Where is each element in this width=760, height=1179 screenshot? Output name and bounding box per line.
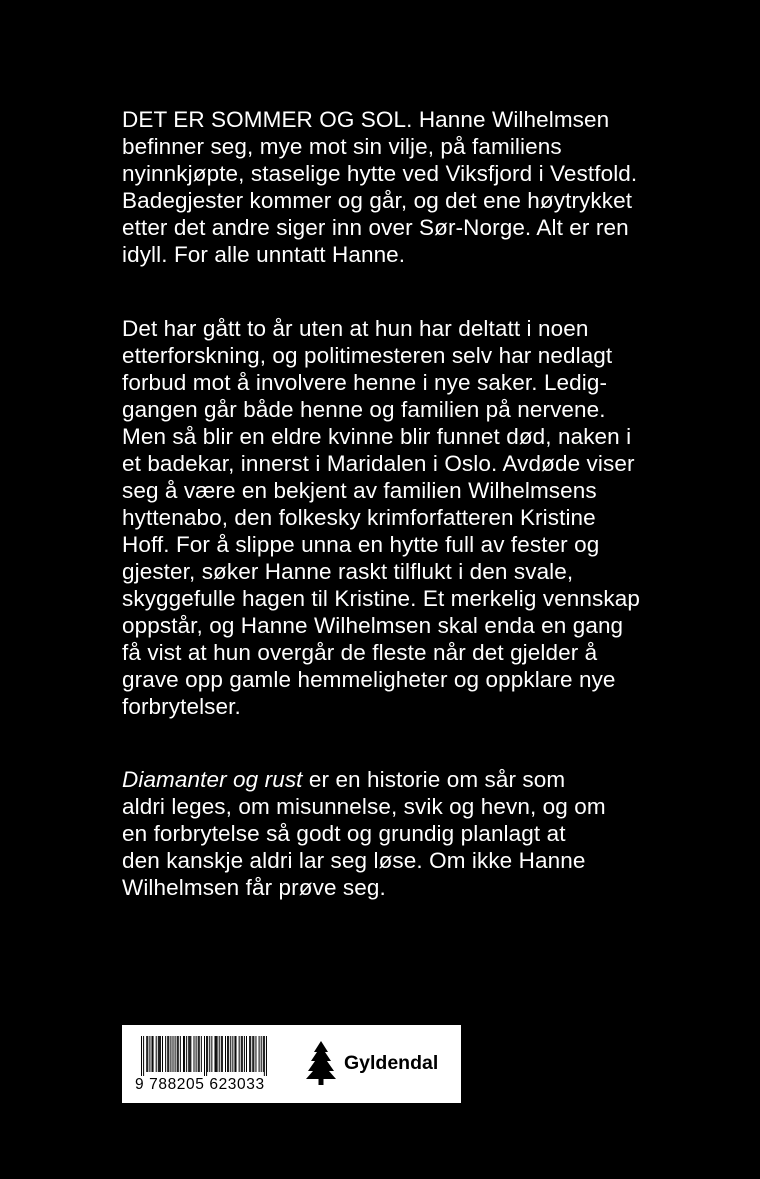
barcode-panel: [122, 1025, 461, 1103]
blurb-line: [122, 766, 722, 793]
barcode-bar: [156, 1036, 157, 1072]
barcode-bar: [206, 1036, 207, 1076]
barcode-bar: [168, 1036, 169, 1072]
barcode-bar: [180, 1036, 181, 1072]
isbn-number: 9 788205 623033: [135, 1076, 265, 1093]
barcode-bar: [230, 1036, 231, 1072]
barcode-bar: [259, 1036, 260, 1072]
barcode-bar: [199, 1036, 200, 1072]
blurb-line: skyggefulle hagen til Kristine. Et merkelig vennskap: [122, 586, 640, 611]
barcode-bar: [194, 1036, 195, 1072]
barcode-bar: [266, 1036, 267, 1076]
barcode-bar: [216, 1036, 217, 1072]
barcode-bar: [239, 1036, 240, 1072]
barcode-bar: [209, 1036, 210, 1072]
barcode-bar: [147, 1036, 148, 1072]
barcode-bar: [250, 1036, 251, 1072]
barcode-bar: [236, 1036, 237, 1072]
barcode-bar: [207, 1036, 208, 1072]
fir-tree-icon: [305, 1041, 337, 1085]
barcode-bar: [167, 1036, 168, 1072]
blurb-line: befinner seg, mye mot sin vilje, på familiens: [122, 134, 562, 159]
blurb-line: etter det andre siger inn over Sør-Norge. Alt er ren: [122, 215, 629, 240]
barcode-bar: [189, 1036, 190, 1072]
barcode-bar: [149, 1036, 150, 1072]
barcode-bar: [244, 1036, 245, 1072]
barcode-bar: [201, 1036, 202, 1072]
barcode-bar: [153, 1036, 154, 1072]
blurb-line: aldri leges, om misunnelse, svik og hevn, og om: [122, 794, 606, 819]
barcode-bar: [162, 1036, 163, 1072]
barcode-bar: [219, 1036, 220, 1072]
blurb-paragraph-2: [122, 315, 722, 720]
barcode-bar: [152, 1036, 153, 1072]
barcode-bar: [143, 1036, 144, 1076]
blurb-line: Hoff. For å slippe unna en hytte full av fester og: [122, 532, 600, 557]
blurb-line: oppstår, og Hanne Wilhelmsen skal enda en gang: [122, 613, 624, 638]
blurb-line: nyinnkjøpte, staselige hytte ved Viksfjord i Vestfold.: [122, 161, 638, 186]
barcode-bar: [160, 1036, 161, 1072]
blurb-line: få vist at hun overgår de fleste når det gjelder å: [122, 640, 598, 665]
barcode-bar: [165, 1036, 166, 1072]
blurb-paragraph-3: [122, 766, 722, 901]
barcode-bar: [215, 1036, 216, 1072]
barcode-bar: [178, 1036, 179, 1072]
blurb-line: gjester, søker Hanne raskt tilflukt i den svale,: [122, 559, 574, 584]
barcode-bar: [221, 1036, 222, 1072]
barcode-bar: [184, 1036, 185, 1072]
blurb-line: forbud mot å involvere henne i nye saker. Ledig-: [122, 370, 608, 395]
blurb-line: grave opp gamle hemmeligheter og oppklare nye: [122, 667, 616, 692]
barcode-bar: [232, 1036, 233, 1072]
barcode-bar: [175, 1036, 176, 1072]
blurb-line: hyttenabo, den folkesky krimforfatteren Kristine: [122, 505, 596, 530]
barcode-bar: [261, 1036, 262, 1072]
barcode-bar: [198, 1036, 199, 1072]
barcode-bar: [146, 1036, 147, 1072]
barcode-bar: [196, 1036, 197, 1072]
barcode-bar: [188, 1036, 189, 1072]
book-title: Diamanter og rust: [122, 767, 303, 792]
barcode: [141, 1036, 267, 1076]
barcode-bar: [252, 1036, 253, 1072]
barcode-bar: [228, 1036, 229, 1072]
barcode-bar: [264, 1036, 265, 1076]
barcode-bar: [241, 1036, 242, 1072]
barcode-bar: [159, 1036, 160, 1072]
barcode-bar: [190, 1036, 191, 1072]
barcode-bar: [225, 1036, 226, 1072]
barcode-bar: [141, 1036, 142, 1076]
barcode-bar: [186, 1036, 187, 1072]
blurb-line: forbrytelser.: [122, 694, 241, 719]
blurb-line: seg å være en bekjent av familien Wilhelmsens: [122, 478, 597, 503]
blurb-line: DET ER SOMMER OG SOL. Hanne Wilhelmsen: [122, 107, 610, 132]
barcode-bar: [253, 1036, 254, 1072]
barcode-bar: [234, 1036, 235, 1072]
blurb-line: Det har gått to år uten at hun har deltatt i noen: [122, 316, 589, 341]
publisher-name: Gyldendal: [344, 1052, 439, 1074]
barcode-bar: [177, 1036, 178, 1072]
barcode-bar: [211, 1036, 212, 1072]
barcode-bar: [222, 1036, 223, 1072]
blurb-paragraph-1: [122, 106, 722, 268]
barcode-bar: [183, 1036, 184, 1072]
barcode-bar: [255, 1036, 256, 1072]
barcode-bar: [249, 1036, 250, 1072]
blurb-line: gangen går både henne og familien på nervene.: [122, 397, 606, 422]
blurb-line-rest: er en historie om sår som: [302, 767, 566, 792]
blurb-line: Men så blir en eldre kvinne blir funnet død, naken i: [122, 424, 632, 449]
blurb-line: den kanskje aldri lar seg løse. Om ikke Hanne: [122, 848, 586, 873]
barcode-bar: [204, 1036, 205, 1076]
barcode-bar: [217, 1036, 218, 1072]
blurb-line: et badekar, innerst i Maridalen i Oslo. Avdøde viser: [122, 451, 635, 476]
barcode-bar: [173, 1036, 174, 1072]
barcode-bar: [158, 1036, 159, 1072]
barcode-bar: [242, 1036, 243, 1072]
blurb-line: idyll. For alle unntatt Hanne.: [122, 242, 406, 267]
blurb-line: Wilhelmsen får prøve seg.: [122, 875, 386, 900]
barcode-bar: [246, 1036, 247, 1072]
barcode-bar: [170, 1036, 171, 1072]
blurb-line: etterforskning, og politimesteren selv har nedlagt: [122, 343, 613, 368]
blurb-line: Badegjester kommer og går, og det ene høytrykket: [122, 188, 633, 213]
blurb-line: en forbrytelse så godt og grundig planlagt at: [122, 821, 566, 846]
barcode-bar: [263, 1036, 264, 1072]
barcode-bar: [227, 1036, 228, 1072]
